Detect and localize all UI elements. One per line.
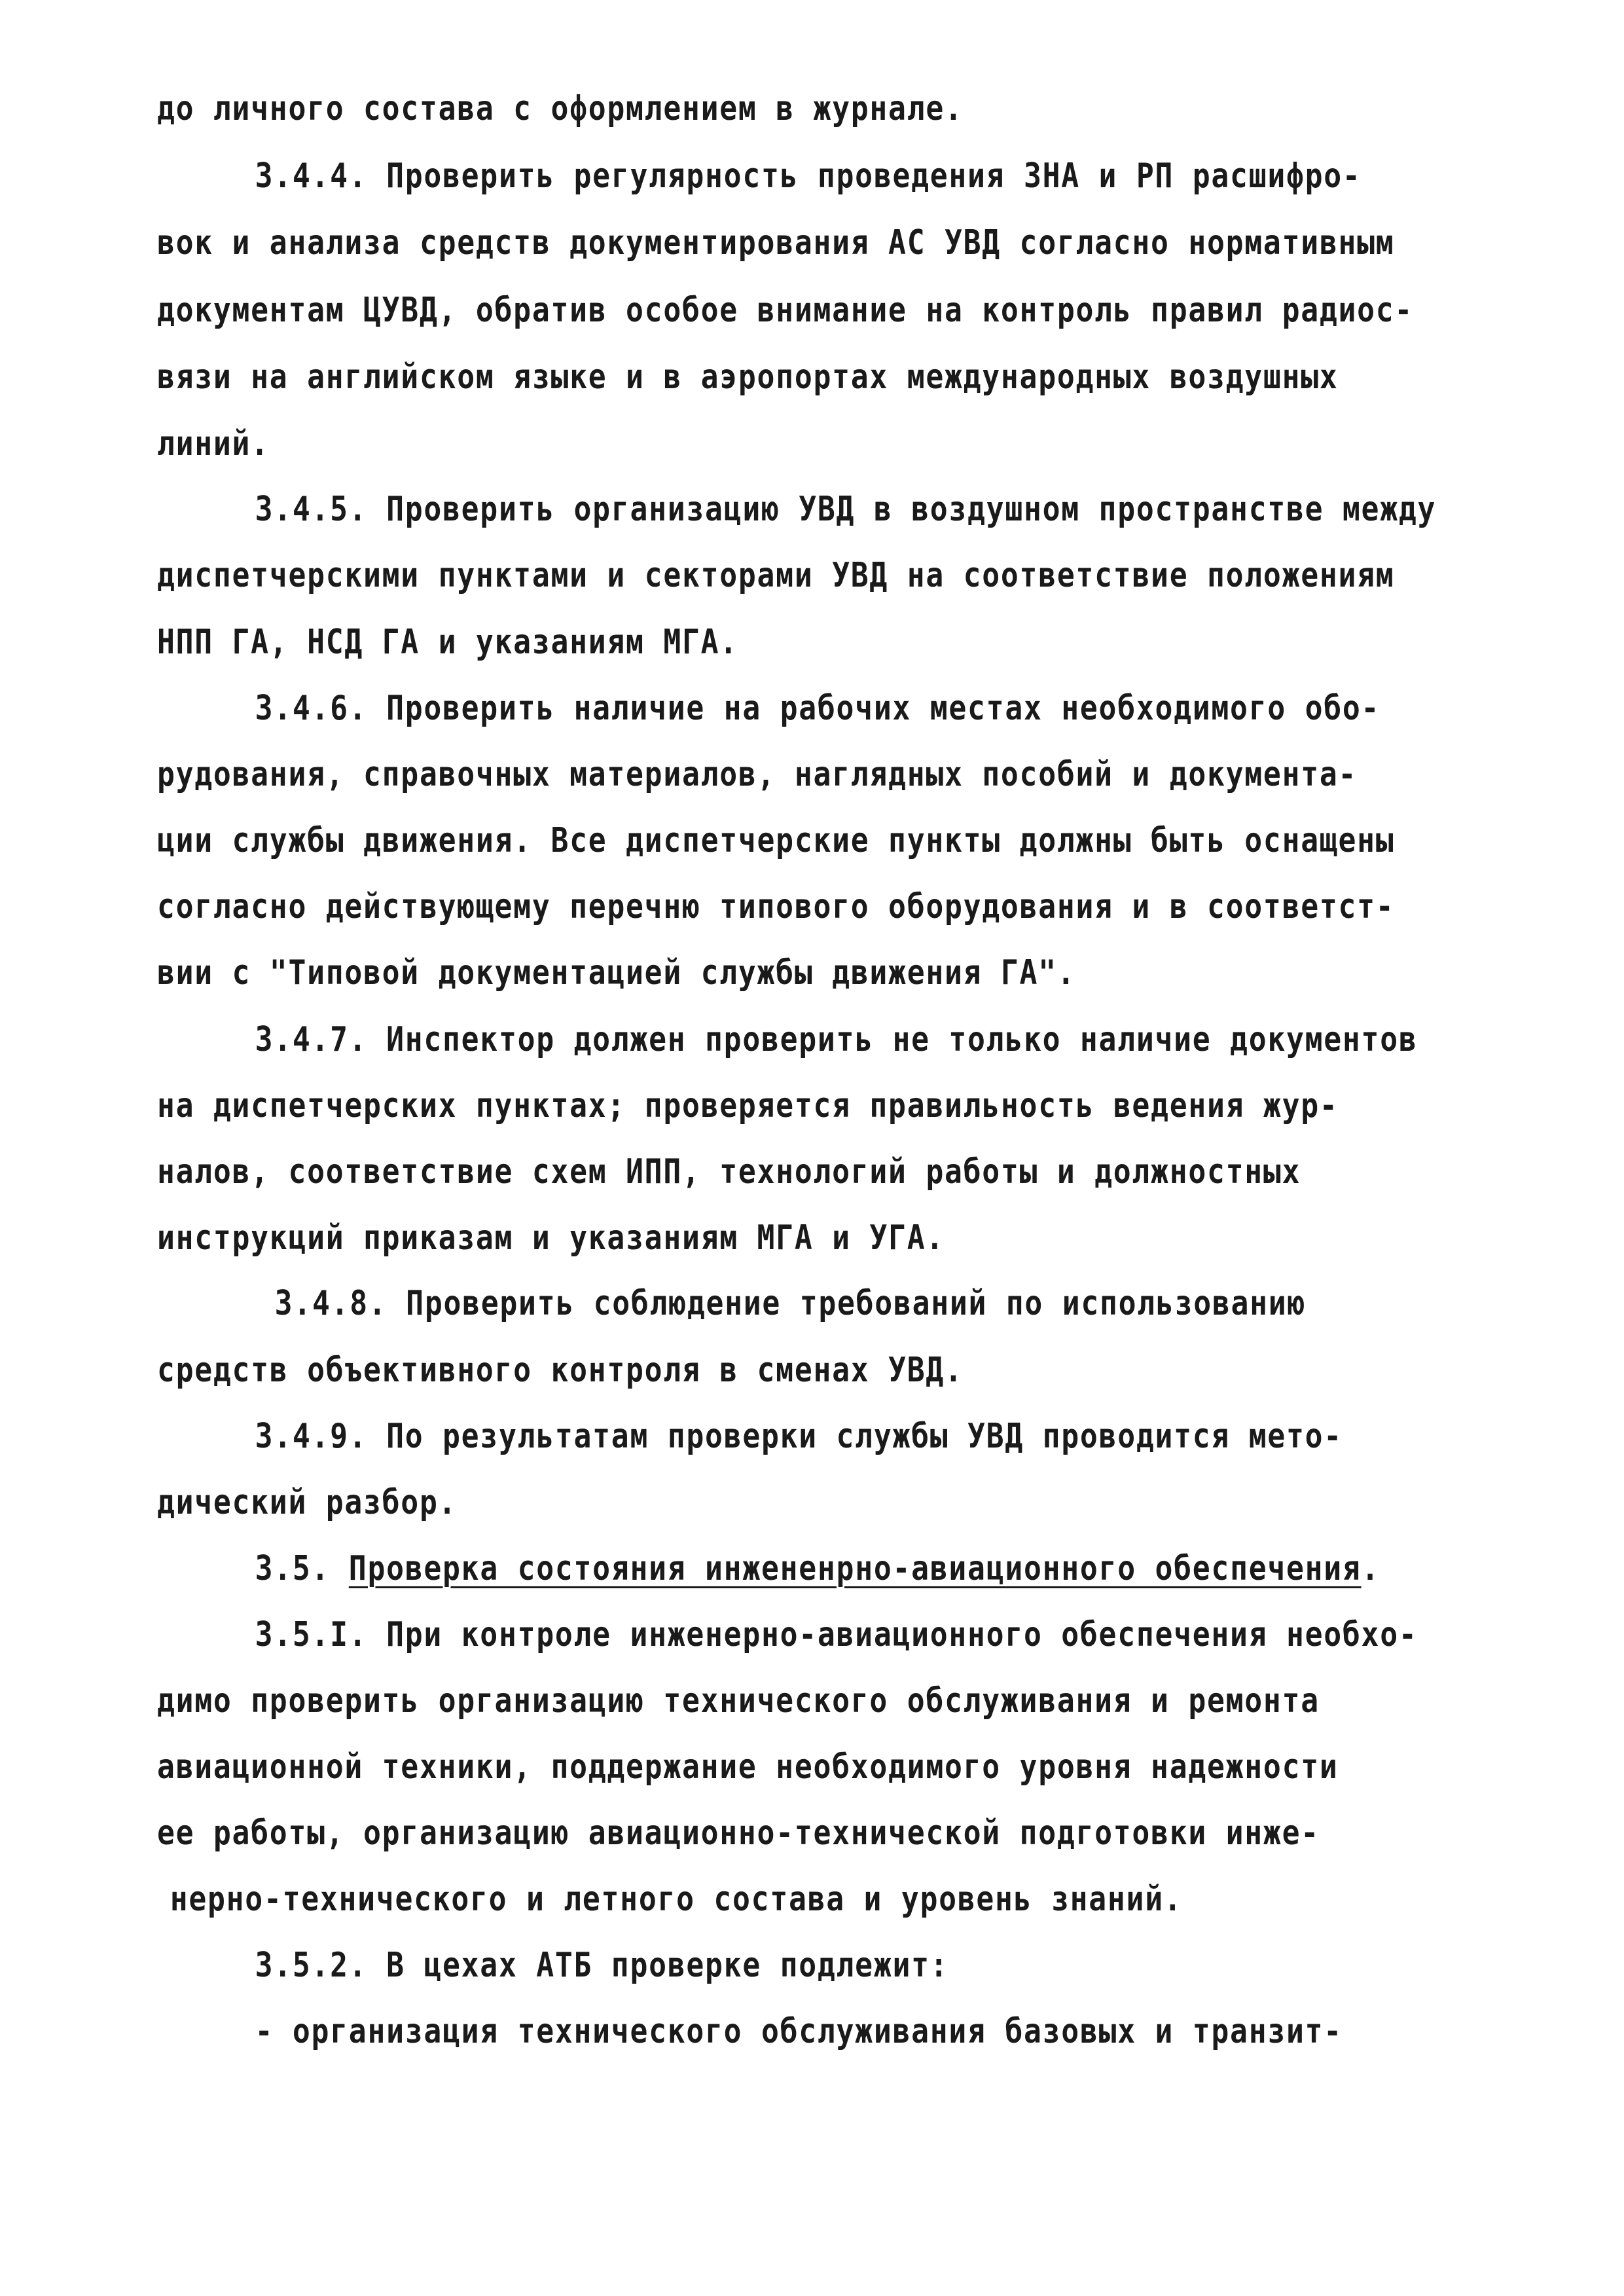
text-line: рудования, справочных материалов, наглядных пособий и документа- — [156, 755, 1358, 794]
text-line: авиационной техники, поддержание необходимого уровня надежности — [156, 1747, 1339, 1787]
text-line: до личного состава с оформлением в журнале. — [156, 89, 964, 128]
section-title-period: . — [1361, 1549, 1380, 1588]
text-line: 3.5.2. В цехах АТБ проверке подлежит: — [255, 1946, 949, 1985]
text-line: документам ЦУВД, обратив особое внимание на контроль правил радиос- — [156, 291, 1414, 330]
text-line: дический разбор. — [156, 1483, 458, 1522]
text-line: ции службы движения. Все диспетчерские пункты должны быть оснащены — [156, 821, 1395, 860]
section-number: 3.5. — [255, 1549, 349, 1588]
text-line: на диспетчерских пунктах; проверяется правильность ведения жур- — [156, 1086, 1339, 1125]
text-line: диспетчерскими пунктами и секторами УВД на соответствие положениям — [156, 556, 1395, 595]
text-line: - организация технического обслуживания базовых и транзит- — [255, 2012, 1343, 2051]
text-line: 3.4.6. Проверить наличие на рабочих местах необходимого обо- — [255, 689, 1380, 728]
text-line: 3.5.I. При контроле инженерно-авиационного обеспечения необхо- — [255, 1615, 1418, 1654]
text-line: вии с "Типовой документацией службы движения ГА". — [156, 953, 1076, 993]
text-line: согласно действующему перечню типового оборудования и в соответст- — [156, 887, 1395, 926]
text-line: димо проверить организацию технического обслуживания и ремонта — [156, 1681, 1320, 1721]
text-line: 3.4.4. Проверить регулярность проведения ЗНА и РП расшифро- — [255, 156, 1362, 196]
text-line: средств объективного контроля в сменах УВД. — [156, 1351, 964, 1390]
text-line: вок и анализа средств документирования АС УВД согласно нормативным — [156, 223, 1395, 263]
text-line: линий. — [156, 424, 270, 464]
text-line: нерно-технического и летного состава и уровень знаний. — [170, 1880, 1183, 1919]
text-line: НПП ГА, НСД ГА и указаниям МГА. — [156, 623, 738, 662]
text-line: налов, соответствие схем ИПП, технологий работы и должностных — [156, 1152, 1301, 1192]
text-line: 3.4.8. Проверить соблюдение требований по использованию — [274, 1284, 1307, 1323]
text-line: 3.4.7. Инспектор должен проверить не только наличие документов — [255, 1020, 1418, 1059]
text-line: инструкций приказам и указаниям МГА и УГА. — [156, 1218, 945, 1258]
text-line: вязи на английском языке и в аэропортах международных воздушных — [156, 357, 1339, 397]
section-heading — [255, 1549, 1380, 1588]
text-line: 3.4.9. По результатам проверки службы УВД проводится мето- — [255, 1417, 1343, 1456]
text-line: 3.4.5. Проверить организацию УВД в воздушном пространстве между — [255, 490, 1437, 529]
text-line: ее работы, организацию авиационно-технической подготовки инже- — [156, 1813, 1320, 1853]
section-title: Проверка состояния инжененрно-авиационного обеспечения — [348, 1549, 1362, 1588]
